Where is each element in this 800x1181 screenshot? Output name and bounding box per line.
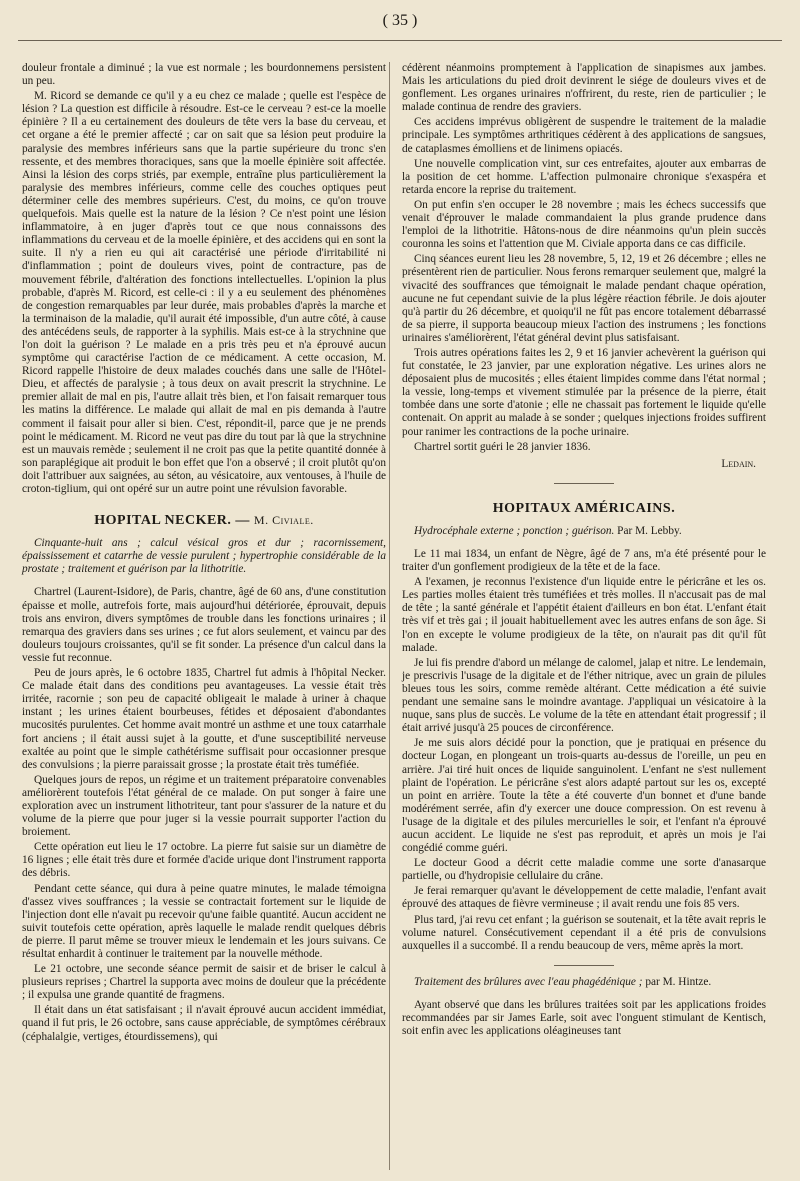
header-rule: [18, 40, 782, 41]
paragraph: Le 21 octobre, une seconde séance permit de saisir et de briser le calcul à plusieurs reprises ; Chartrel la supporta avec moins de douleur que la précédente ; il expulsa une grande quantité de fragmens.: [22, 963, 386, 1002]
paragraph: Le docteur Good a décrit cette maladie comme une sorte d'anasarque partielle, ou d'hydropisie cellulaire du crâne.: [402, 857, 766, 883]
paragraph: Cinq séances eurent lieu les 28 novembre, 5, 12, 19 et 26 décembre ; elles ne présentèrent rien de particulier. Nous ferons remarquer seulement que, malgré la vivacité des souffrances que témoignait le malade pendant chaque opération, aucune ne fut cependant suivie de la plus légère réaction fébrile. Je dois ajouter qu'à partir du 26 décembre, et quoiqu'il ne fût pas encore totalement débarrassé de sa pierre, il supporta beaucoup mieux l'action des instrumens ; les fonctions urinaires s'améliorèrent, l'état général devint plus satisfaisant.: [402, 253, 766, 344]
author-signature: Ledain.: [721, 457, 756, 470]
paragraph: A l'examen, je reconnus l'existence d'un liquide entre le péricrâne et les os. Les parties molles étaient très tuméfiées et très molles. Il n'accusait pas de mal de tête ; la santé générale et l'appétit étaient d'ailleurs en bon état. L'enfant était très vif et très gai ; il jouait habituellement avec les autres enfans de son âge. Si l'on en excepte le volume prodigieux de la tête, on n'aurait pas dit qu'il fût malade.: [402, 576, 766, 654]
subtitle-text: Traitement des brûlures avec l'eau phagédénique ;: [414, 975, 643, 988]
section-heading-hopital-necker: [22, 514, 386, 527]
section-heading-hopitaux-americains: HOPITAUX AMÉRICAINS.: [492, 500, 676, 516]
subtitle-author: par M. Hintze.: [642, 975, 712, 988]
section-divider: [554, 483, 614, 484]
subtitle-text: Hydrocéphale externe ; ponction ; guérison.: [414, 524, 615, 537]
paragraph: Il était dans un état satisfaisant ; il n'avait éprouvé aucun accident immédiat, quand il fut pris, le 26 octobre, sans cause appréciable, de symptômes cérébraux (céphalalgie, vertiges, étourdissemens), qui: [22, 1004, 386, 1043]
paragraph: douleur frontale a diminué ; la vue est normale ; les bourdonnemens persistent un peu.: [22, 62, 386, 88]
paragraph: Le 11 mai 1834, un enfant de Nègre, âgé de 7 ans, m'a été présenté pour le traiter d'un gonflement prodigieux de la tête et de la face.: [402, 548, 766, 574]
paragraph: Ces accidens imprévus obligèrent de suspendre le traitement de la maladie principale. Les symptômes arthritiques cédèrent à des applications de sangsues, de cataplasmes émolliens et de linimens opiacés.: [402, 116, 766, 155]
paragraph: Chartrel (Laurent-Isidore), de Paris, chantre, âgé de 60 ans, d'une constitution épaisse et molle, autrefois forte, mais aujourd'hui détériorée, éprouvait, depuis trois ans environ, divers symptômes de trouble dans les fonctions urinaires ; il remarqua des graviers dans ses urines ; ce fut alors seulement, et vaincu par des douleurs toujours croissantes, qu'il se fit sonder. La présence d'un calcul dans la vessie fut reconnue.: [22, 586, 386, 664]
subtitle-author: Par M. Lebby.: [614, 524, 682, 537]
left-column: [22, 62, 386, 1046]
heading-title: HOPITAL NECKER. —: [94, 513, 250, 529]
paragraph: Plus tard, j'ai revu cet enfant ; la guérison se soutenait, et la tête avait repris le volume naturel. Consécutivement cependant il a été pris de convulsions auxquelles il a succombé. Il a rendu beaucoup de vers, même après la mort.: [402, 913, 766, 952]
page-number: ( 35 ): [382, 12, 418, 29]
paragraph: Ayant observé que dans les brûlures traitées soit par les applications froides recommandées par sir James Earle, soit avec l'onguent stimulant de Kentisch, soit enfin avec les applications oléagineuses tant: [402, 998, 766, 1038]
paragraph: Quelques jours de repos, un régime et un traitement préparatoire convenables améliorèrent toutefois l'état général de ce malade. On put songer à faire une exploration avec un instrument lithotriteur, tant pour s'assurer de la nature et du volume de la pierre que pour juger si la vessie pourrait supporter l'action du broiement.: [22, 773, 386, 839]
paragraph: Je me suis alors décidé pour la ponction, que je pratiquai en présence du docteur Logan, en plongeant un trois-quarts au-dessus de l'oreille, un peu en arrière. J'ai tiré huit onces de liquide sanguinolent. L'enfant ne s'est nullement plaint de l'opération. Le péricrâne s'est alors adapté partout sur les os, excepté un point en arrière. Toute la tête a été couverte d'un bonnet et d'une bande modérément serrée, afin d'y exercer une douce compression. On est revenu à l'usage de la digitale et des pilules mercurielles le soir, et l'enfant n'a éprouvé aucun accident. Le liquide ne s'est pas reproduit, et après un mois je l'ai congédié comme guéri.: [402, 737, 766, 855]
paragraph: cédèrent néanmoins promptement à l'application de sinapismes aux jambes. Mais les articulations du pied droit devinrent le siége de douleurs vives et de gonflement. Les organes urinaires n'offrirent, du reste, rien de particulier ; le malade continua de rendre des graviers.: [402, 62, 766, 114]
paragraph: M. Ricord se demande ce qu'il y a eu chez ce malade ; quelle est l'espèce de lésion ? La question est difficile à résoudre. Est-ce le cerveau ? est-ce la moelle épinière ? Il a eu certainement des douleurs de tête vers la base du cerveau, et cet organe a été le premier affecté ; car on sait que sa lésion peut produire la paralysie des membres inférieurs sans que la partie supérieure du tronc s'en ressente, et des membres thoraciques, sans que la moelle épinière soit affectée. Ainsi la lésion des corps striés, par exemple, entraîne plus particulièrement la paralysie des membres inférieurs, comme celle des couches optiques peut déterminer celle des membres supérieurs. C'est, du moins, ce qu'on trouve quelquefois. Mais quelle est la nature de la lésion ? Ce n'est point une lésion inflammatoire, à en juger d'après tout ce que nous connaissons des inflammations du cerveau et de la moelle épinière, et des accidens qui en sont la suite. Il n'y a rien eu qui ait caractérisé une période d'irritabilité ni d'inflammation ; point de douleurs vives, point de contracture, pas de mouvement fébrile, d'altération des fonctions intellectuelles. L'opinion la plus probable, d'après M. Ricord, est celle-ci : il y a eu seulement des phénomènes de congestion remarquables par leur durée, mais probables d'après la marche et la terminaison de la maladie, qu'il aurait été impossible, d'un autre côté, à cause des antécédens seuls, de rapporter à la syphilis. Mais est-ce à la strychnine que l'on doit la guérison ? Le malade en a pris très peu et n'a éprouvé aucun symptôme qui caractérise l'action de ce médicament. A cette occasion, M. Ricord rappelle l'histoire de deux malades couchés dans une salle de l'Hôtel-Dieu, et affectés de paralysie ; à tous deux on avait prescrit la strychnine. Le premier allait de mal en pis, l'autre allait très bien, et l'on faisait remarquer tous les matins la différence. Le malade qui allait de mal en pis demanda à l'autre comment il faisait pour aller si bien. C'est, répondit-il, parce que je ne prends point le médicament. M. Ricord ne veut pas dire du tout par là que la strychnine est un mauvais remède ; seulement il ne croit pas que la petite quantité donnée à son paraplégique ait produit le bon effet que l'on a observé ; il croit plutôt qu'on doit l'attribuer aux saignées, au séton, au vésicatoire, aux ventouses, à l'huile de croton-tiglium, qui ont opéré sur un autre point une révulsion favorable.: [22, 90, 386, 495]
article-subtitle: [402, 525, 766, 538]
paragraph: Cette opération eut lieu le 17 octobre. La pierre fut saisie sur un diamètre de 16 lignes ; elle était très dure et formée d'acide urique dont l'instrument rapporta des débris.: [22, 841, 386, 880]
paragraph: Je ferai remarquer qu'avant le développement de cette maladie, l'enfant avait éprouvé des attaques de fièvre vermineuse ; il avait rendu une fois 85 vers.: [402, 885, 766, 911]
paragraph: Pendant cette séance, qui dura à peine quatre minutes, le malade témoigna d'assez vives souffrances ; la vessie se contractait fortement sur le liquide de l'injection dont elle n'avait pu recevoir qu'une faible quantité. Aucun accident ne suivit toutefois cette opération, après laquelle le malade rendit quelques débris de pierre. Il parut même se trouver mieux le lendemain et les jours suivans. Ce résultat enhardit à continuer le traitement par la nouvelle méthode.: [22, 882, 386, 960]
paragraph: On put enfin s'en occuper le 28 novembre ; mais les échecs successifs que venait d'éprouver le malade commandaient la plus grande prudence dans l'emploi de la lithotritie. Hâtons-nous de dire néanmoins qu'un plein succès couronna les soins et l'attention que M. Civiale apporta dans ce cas difficile.: [402, 198, 766, 251]
section-divider: [554, 965, 614, 966]
column-divider: [389, 62, 390, 1170]
article-subtitle: [402, 976, 766, 989]
case-summary: Cinquante-huit ans ; calcul vésical gros et dur ; racornissement, épaississement et catarrhe de vessie purulent ; hypertrophie considérable de la prostate ; traitement et guérison par la lithotritie.: [22, 537, 386, 576]
paragraph: Chartrel sortit guéri le 28 janvier 1836.: [414, 440, 591, 453]
paragraph: Je lui fis prendre d'abord un mélange de calomel, jalap et nitre. Le lendemain, je prescrivis l'usage de la digitale et de l'éther nitrique, avec un grain de pilules bleues tous les soirs, comme remède altérant. Cette médication a été suivie pendant une semaine sans le moindre avantage. J'appliquai un vésicatoire à la nuque, sans plus de succès. Le volume de la tête en attendant était progressif ; il était arrivé jusqu'à 25 pouces de circonférence.: [402, 656, 766, 735]
paragraph: Peu de jours après, le 6 octobre 1835, Chartrel fut admis à l'hôpital Necker. Ce malade était dans des conditions peu avantageuses. La vessie était très irritée, racornie ; son peu de capacité obligeait le malade à uriner à chaque instant ; les urines étaient bourbeuses, fétides et déposaient d'abondantes mucosités purulentes. Cet homme avait montré un asthme et une toux catarrhale fort anciens ; il était aussi sujet à la goutte, et d'une susceptibilité nerveuse exaltée au point que le simple cathétérisme suffisait pour occasionner presque des convulsions ; la pierre paraissait grosse ; la prostate était très tuméfiée.: [22, 667, 386, 771]
heading-author: M. Civiale.: [253, 513, 314, 528]
paragraph: Une nouvelle complication vint, sur ces entrefaites, ajouter aux embarras de la position de cet homme. L'affection pulmonaire chronique s'exaspéra et retarda encore la reprise du traitement.: [402, 157, 766, 196]
right-column: [402, 62, 766, 1040]
paragraph: Trois autres opérations faites les 2, 9 et 16 janvier achevèrent la guérison qui fut constatée, le 23 janvier, par une exploration négative. Les urines alors ne déposaient plus de mucosités ; elles étaient limpides comme dans l'état normal ; la vessie, long-temps et vivement stimulée par la présence de la pierre, était tombée dans une sorte d'atonie ; elle ne chassait pas fortement le liquide qu'elle contenait. On apprit au malade à se sonder ; quelques injections froides suffirent pour ranimer les contractions de la poche urinaire.: [402, 346, 766, 438]
